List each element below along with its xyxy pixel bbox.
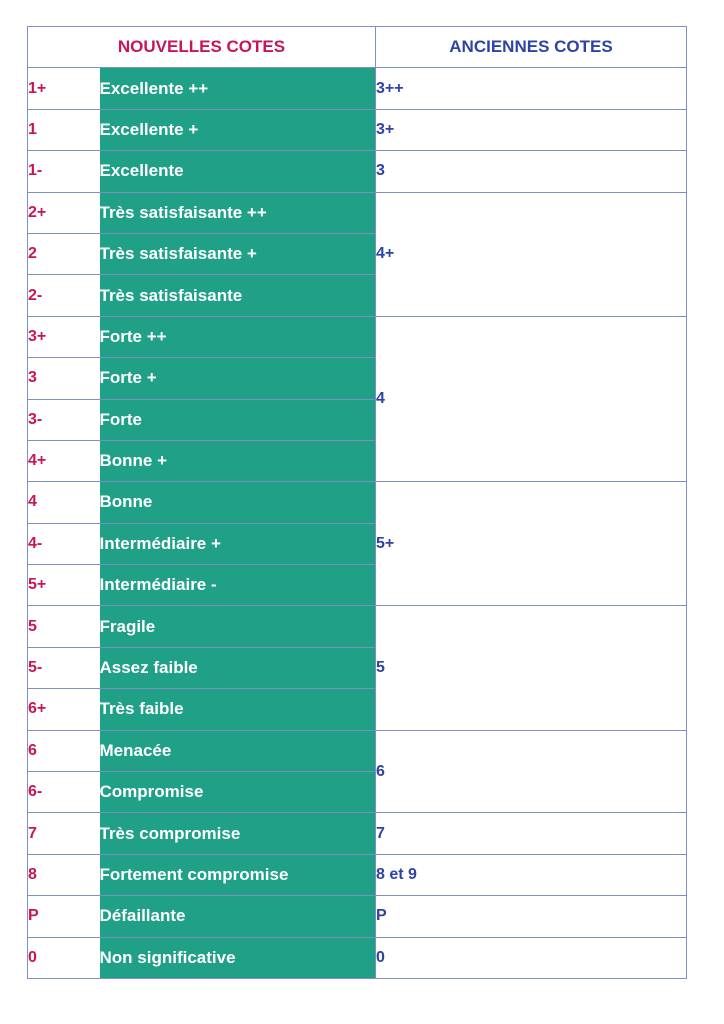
- new-grade-label: Compromise: [100, 772, 376, 813]
- old-grade: 4+: [376, 192, 687, 316]
- table-row: [28, 109, 687, 150]
- new-grade-code: 3+: [28, 316, 100, 357]
- new-grade-label: Forte ++: [100, 316, 376, 357]
- table-row: [28, 606, 687, 647]
- old-grade: 4: [376, 316, 687, 482]
- new-grade-code: 0: [28, 937, 100, 978]
- new-grade-label: Défaillante: [100, 896, 376, 937]
- old-grade: 3++: [376, 68, 687, 109]
- table-row: [28, 813, 687, 854]
- new-grade-code: 5-: [28, 647, 100, 688]
- table-row: [28, 68, 687, 109]
- new-grade-label: Bonne: [100, 482, 376, 523]
- old-grade: 0: [376, 937, 687, 978]
- new-grade-label: Non significative: [100, 937, 376, 978]
- new-grade-code: 3-: [28, 399, 100, 440]
- new-grade-label: Fortement compromise: [100, 854, 376, 895]
- new-grade-code: 6-: [28, 772, 100, 813]
- new-grade-code: 4+: [28, 440, 100, 481]
- new-grade-code: 4: [28, 482, 100, 523]
- new-grade-code: 4-: [28, 523, 100, 564]
- new-grade-label: Intermédiaire +: [100, 523, 376, 564]
- new-grade-code: 6+: [28, 689, 100, 730]
- new-grade-code: 8: [28, 854, 100, 895]
- table-row: [28, 730, 687, 771]
- new-grade-code: 2-: [28, 275, 100, 316]
- new-grade-code: 2: [28, 233, 100, 274]
- new-grade-code: 2+: [28, 192, 100, 233]
- new-grade-label: Excellente: [100, 151, 376, 192]
- old-grade: 7: [376, 813, 687, 854]
- new-grade-label: Menacée: [100, 730, 376, 771]
- old-grade: 6: [376, 730, 687, 813]
- table-row: [28, 192, 687, 233]
- new-grade-code: 6: [28, 730, 100, 771]
- table-row: [28, 854, 687, 895]
- new-grade-code: 1-: [28, 151, 100, 192]
- header-old-grades: ANCIENNES COTES: [376, 27, 687, 68]
- grade-conversion-table: [27, 26, 687, 979]
- new-grade-label: Assez faible: [100, 647, 376, 688]
- header-new-grades: NOUVELLES COTES: [28, 27, 376, 68]
- new-grade-label: Très compromise: [100, 813, 376, 854]
- new-grade-label: Forte +: [100, 358, 376, 399]
- new-grade-code: 3: [28, 358, 100, 399]
- new-grade-label: Très satisfaisante ++: [100, 192, 376, 233]
- new-grade-label: Bonne +: [100, 440, 376, 481]
- old-grade: 3: [376, 151, 687, 192]
- new-grade-label: Très satisfaisante +: [100, 233, 376, 274]
- new-grade-code: 1+: [28, 68, 100, 109]
- table-row: [28, 896, 687, 937]
- new-grade-code: 1: [28, 109, 100, 150]
- new-grade-label: Forte: [100, 399, 376, 440]
- old-grade: 8 et 9: [376, 854, 687, 895]
- new-grade-label: Fragile: [100, 606, 376, 647]
- new-grade-code: 5+: [28, 565, 100, 606]
- table-row: [28, 151, 687, 192]
- new-grade-label: Très faible: [100, 689, 376, 730]
- new-grade-label: Intermédiaire -: [100, 565, 376, 606]
- new-grade-code: 7: [28, 813, 100, 854]
- table-header-row: [28, 27, 687, 68]
- new-grade-code: P: [28, 896, 100, 937]
- old-grade: 5: [376, 606, 687, 730]
- new-grade-label: Très satisfaisante: [100, 275, 376, 316]
- table-row: [28, 482, 687, 523]
- new-grade-label: Excellente ++: [100, 68, 376, 109]
- old-grade: 5+: [376, 482, 687, 606]
- old-grade: 3+: [376, 109, 687, 150]
- new-grade-label: Excellente +: [100, 109, 376, 150]
- new-grade-code: 5: [28, 606, 100, 647]
- table-row: [28, 937, 687, 978]
- old-grade: P: [376, 896, 687, 937]
- table-row: [28, 316, 687, 357]
